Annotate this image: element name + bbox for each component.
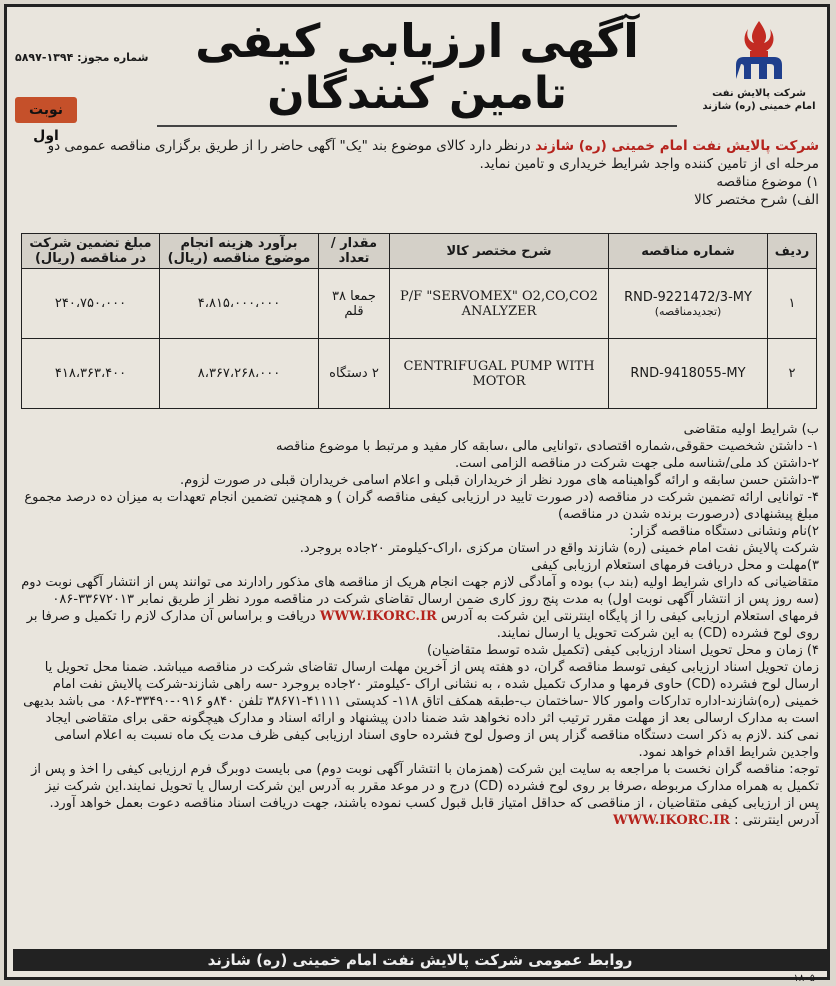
section-1-title: ۱) موضوع مناقصه	[716, 174, 819, 190]
condition-3: ۳-داشتن حسن سابقه و ارائه گواهینامه های مورد نظر از خریداران قبلی و اعلام اسامی خریداران قبلی در صورت لزوم.	[179, 473, 819, 488]
item-estimate: ۴،۸۱۵،۰۰۰،۰۰۰	[160, 269, 319, 339]
web-address-label: آدرس اینترنتی :	[734, 813, 819, 828]
section-4-title: ۴) زمان و محل تحویل اسناد ارزیابی کیفی (تکمیل شده توسط متقاضیان)	[426, 643, 819, 658]
tender-number: RND-9418055-MY	[630, 366, 746, 381]
item-guarantee: ۴۱۸،۳۶۳،۴۰۰	[22, 339, 160, 409]
table-row	[22, 269, 817, 339]
website-link[interactable]: WWW.IKORC.IR	[319, 609, 437, 624]
section-4-text: زمان تحویل اسناد ارزیابی کیفی توسط مناقصه گران، دو هفته پس از آخرین مهلت ارسال تقاضای شرکت در مناقصه میباشد. ضمنا محل تحویل یا ارسال لوح فشرده (CD) حاوی فرمها و مدارک تکمیل شده ، به نشانی اراک -کیلومتر ۲۰جاده بروجرد -سه راهی شازند-شرکت پالایش نفت امام خمینی (ره)شازند-اداره تدارکات وامور کالا -ساختمان ب-طبقه همکف اتاق ۱۱۸- کدپستی ۴۱۱۱۱-۳۸۶۷۱ تلفن ۸۴۰و ۰۹۱۶-۳۳۴۹۰-۰۸۶ می باشد بدیهی است به مدارک ارسالی بعد از مهلت مقرر ترتیب اثر داده نخواهد شد ضمنا دادن پیشنهاد و ارائه اسناد و مدارک هیچگونه حقی برای متقاضی ایجاد نمی کند .لازم به ذکر است دستگاه مناقصه گزار پس از وصول لوح فشرده حاوی اسناد ارزیابی کیفی ظرف مدت یک ماه نسبت به اعلام اسامی واجدین شرایط اقدام خواهد نمود.	[23, 660, 819, 760]
tender-number-cell	[609, 339, 768, 409]
header-description: شرح مختصر کالا	[390, 234, 609, 269]
table-header-row	[22, 234, 817, 269]
tender-note: (تجدیدمناقصه)	[654, 304, 722, 318]
website-link-footer[interactable]: WWW.IKORC.IR	[613, 813, 731, 828]
item-estimate: ۸،۳۶۷،۲۶۸،۰۰۰	[160, 339, 319, 409]
title-line-2: تامین کنندگان	[267, 68, 567, 119]
intro-paragraph	[21, 137, 819, 173]
header-row-number: ردیف	[768, 234, 817, 269]
condition-2: ۲-داشتن کد ملی/شناسه ملی جهت شرکت در مناقصه الزامی است.	[455, 456, 819, 471]
header-estimate: برآورد هزینه انجام موضوع مناقصه (ریال)	[160, 234, 319, 269]
flame-logo-icon	[724, 17, 794, 87]
footer-public-relations: روابط عمومی شرکت پالایش نفت امام خمینی (ره) شازند	[13, 949, 827, 971]
conditions	[21, 421, 819, 829]
tender-notice	[4, 4, 830, 984]
intro-text: درنظر دارد کالای موضوع بند "یک" آگهی حاضر را از طریق برگزاری مناقصه عمومی دو مرحله ای از تامین کننده واجد شرایط خریداری و تامین نماید.	[47, 138, 819, 172]
row-number: ۱	[768, 269, 817, 339]
intro	[21, 137, 819, 209]
item-description: P/F "SERVOMEX" O2,CO,CO2 ANALYZER	[390, 269, 609, 339]
items-table	[21, 233, 817, 409]
notice-title	[157, 13, 677, 127]
item-quantity: ۲ دستگاه	[319, 339, 390, 409]
header	[7, 7, 827, 144]
round-badge: نوبت اول	[15, 97, 77, 123]
note-text: توجه: مناقصه گران نخست با مراجعه به سایت این شرکت (همزمان با انتشار آگهی نوبت دوم) می بایست دوبرگ فرم ارزیابی کیفی را اخذ و پس از تکمیل به همراه مدارک مربوطه ،صرفا بر روی لوح فشرده (CD) درج و در موعد مقرر به آدرس این شرکت ارسال یا تحویل نمایند.این شرکت نیز پس از ارزیابی کیفی متقاضیان ، از مناقصی که حداقل امتیاز قابل قبول کسب نموده باشند، جهت دریافت اسناد مناقصه دعوت بعمل خواهد آورد.	[31, 762, 819, 811]
logo-text-2: امام خمینی (ره) شازند	[702, 101, 816, 112]
item-guarantee: ۲۴۰،۷۵۰،۰۰۰	[22, 269, 160, 339]
conditions-title: ب) شرایط اولیه متقاضی	[683, 422, 819, 437]
header-guarantee: مبلغ تضمین شرکت در مناقصه (ریال)	[22, 234, 160, 269]
section-3-text-a: متقاضیانی که دارای شرایط اولیه (بند ب) بوده و آمادگی لازم جهت انجام هریک از مناقصه های مذکور رادارند می توانند پس از انتشار آگهی نوبت دوم (سه روز پس از انتشار آگهی نوبت اول) به مدت پنج روز کاری ضمن ارسال تقاضای شرکت در مناقصه مورد نظر از طریق نمابر ۳۳۶۷۲۰۱۳-۰۸۶ فرمهای استعلام ارزیابی کیفی را از پایگاه اینترنتی این شرکت به آدرس	[21, 575, 819, 624]
section-3-title: ۳)مهلت و محل دریافت فرمهای استعلام ارزیابی کیفی	[531, 558, 819, 573]
company-logo	[701, 17, 817, 121]
tender-number: RND-9221472/3-MY	[624, 289, 752, 305]
item-description: CENTRIFUGAL PUMP WITH MOTOR	[390, 339, 609, 409]
item-quantity: جمعا ۳۸ قلم	[319, 269, 390, 339]
section-3-text-b: دریافت و براساس آن مدارک لازم را تکمیل و صرفا بر روی لوح فشرده (CD) به این شرکت تحویل یا ارسال نمایند.	[26, 609, 819, 641]
condition-1: ۱- داشتن شخصیت حقوقی،شماره اقتصادی ،توانایی مالی ،سابقه کار مفید و مرتبط با موضوع مناقصه	[275, 439, 819, 454]
notice-code: ۱۸۰۵	[793, 973, 815, 984]
header-quantity: مقدار / تعداد	[319, 234, 390, 269]
condition-4: ۴- توانایی ارائه تضمین شرکت در مناقصه (در صورت تایید در ارزیابی کیفی مناقصه گران ) و همچنین تضمین انجام تعهدات به میزان ده درصد مجموع مبلغ پیشنهادی (درصورت برنده شدن در مناقصه)	[24, 490, 819, 522]
title-line-1: آگهی ارزیابی کیفی	[195, 14, 639, 68]
web-address-line	[21, 812, 819, 829]
permit-number: شماره مجوز: ۱۳۹۴-۵۸۹۷	[15, 51, 149, 64]
logo-text-1: شرکت پالایش نفت	[712, 88, 806, 99]
section-3-text	[21, 574, 819, 642]
section-2-title: ۲)نام ونشانی دستگاه مناقصه گزار:	[629, 524, 819, 539]
header-tender-number: شماره مناقصه	[609, 234, 768, 269]
section-2-text: شرکت پالایش نفت امام خمینی (ره) شازند واقع در استان مرکزی ،اراک-کیلومتر ۲۰جاده بروجرد.	[299, 541, 819, 556]
table-row	[22, 339, 817, 409]
section-1a-title: الف) شرح مختصر کالا	[694, 192, 819, 208]
tender-number-cell	[609, 269, 768, 339]
company-name: شرکت پالایش نفت امام خمینی (ره) شازند	[535, 138, 819, 154]
row-number: ۲	[768, 339, 817, 409]
